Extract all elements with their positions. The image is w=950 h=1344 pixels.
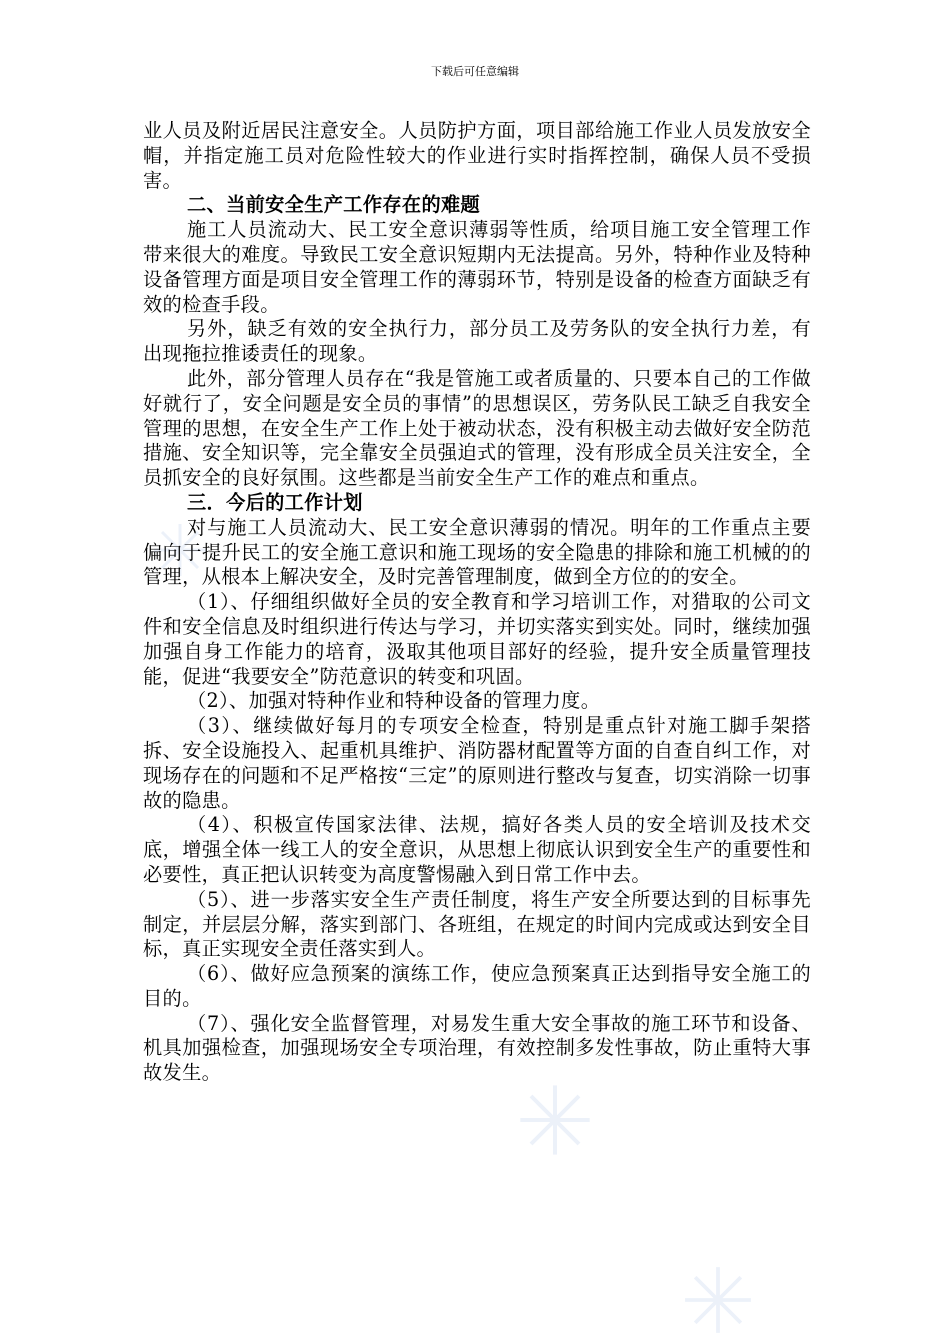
- list-item-plan-3: （3）、继续做好每月的专项安全检查，特别是重点针对施工脚手架搭拆、安全设施投入、起重机具维护、消防器材配置等方面的自查自纠工作，对现场存在的问题和不足严格按“三定”的原则进行整改与复查，切实消除一切事故的隐患。: [143, 714, 811, 812]
- section-heading-work-plan: 三．今后的工作计划: [187, 490, 363, 514]
- paragraph-difficulty-mobility: 施工人员流动大、民工安全意识薄弱等性质，给项目施工安全管理工作带来很大的难度。导致民工安全意识短期内无法提高。另外，特种作业及特种设备管理方面是项目安全管理工作的薄弱环节，特别是设备的检查方面缺乏有效的检查手段。: [143, 218, 811, 316]
- paragraph-plan-overview: 对与施工人员流动大、民工安全意识薄弱的情况。明年的工作重点主要偏向于提升民工的安全施工意识和施工现场的安全隐患的排除和施工机械的的管理，从根本上解决安全，及时完善管理制度，做到全方位的的安全。: [143, 515, 811, 589]
- list-item-plan-1: （1）、仔细组织做好全员的安全教育和学习培训工作，对猎取的公司文件和安全信息及时组织进行传达与学习，并切实落实到实处。同时，继续加强加强自身工作能力的培育，汲取其他项目部好的经验，提升安全质量管理技能，促进“我要安全”防范意识的转变和巩固。: [143, 590, 811, 688]
- header-watermark: [0, 0, 950, 78]
- paragraph-difficulty-mindset: 此外，部分管理人员存在“我是管施工或者质量的、只要本自己的工作做好就行了，安全问题是安全员的事情”的思想误区，劳务队民工缺乏自我安全管理的思想，在安全生产工作上处于被动状态，没有积极主动去做好安全防范措施、安全知识等，完全靠安全员强迫式的管理，没有形成全员关注安全，全员抓安全的良好氛围。这些都是当前安全生产工作的难点和重点。: [143, 366, 811, 490]
- list-item-plan-5: （5）、进一步落实安全生产责任制度，将生产安全所要达到的目标事先制定，并层层分解，落实到部门、各班组，在规定的时间内完成或达到安全目标，真正实现安全责任落实到人。: [143, 887, 811, 961]
- list-item-plan-2: （2）、加强对特种作业和特种设备的管理力度。: [187, 689, 601, 713]
- paragraph-difficulty-execution: 另外，缺乏有效的安全执行力，部分员工及劳务队的安全执行力差，有出现拖拉推诿责任的现象。: [143, 317, 811, 366]
- document-body: [143, 119, 811, 1086]
- paragraph-personnel-protection: 业人员及附近居民注意安全。人员防护方面，项目部给施工作业人员发放安全帽，并指定施工员对危险性较大的作业进行实时指挥控制，确保人员不受损害。: [143, 119, 811, 192]
- list-item-plan-6: （6）、做好应急预案的演练工作，使应急预案真正达到指导安全施工的目的。: [143, 962, 811, 1010]
- snowflake-decoration-middle: [515, 1080, 595, 1160]
- list-item-plan-4: （4）、积极宣传国家法律、法规，搞好各类人员的安全培训及技术交底，增强全体一线工人的安全意识，从思想上彻底认识到安全生产的重要性和必要性，真正把认识转变为高度警惕融入到日常工作中去。: [143, 813, 811, 886]
- watermark-text: 下载后可任意编辑: [431, 65, 519, 78]
- snowflake-decoration-bottom: [680, 1262, 756, 1338]
- list-item-plan-7: （7）、强化安全监督管理，对易发生重大安全事故的施工环节和设备、机具加强检查，加强现场安全专项治理，有效控制多发性事故，防止重特大事故发生。: [143, 1011, 811, 1085]
- section-heading-difficulties: 二、当前安全生产工作存在的难题: [187, 193, 481, 217]
